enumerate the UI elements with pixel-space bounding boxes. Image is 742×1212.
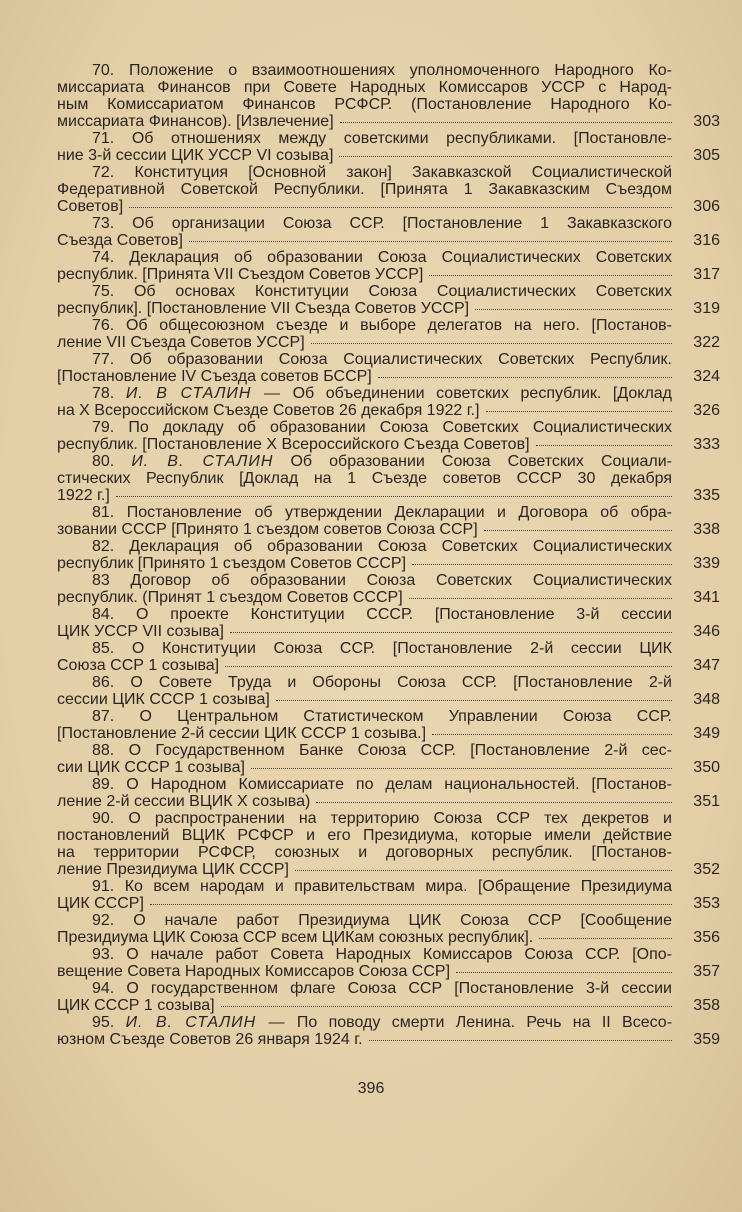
toc-entry (57, 708, 720, 742)
entry-line (57, 827, 672, 844)
entry-text: вещение Совета Народных Комиссаров Союза ССР] (57, 963, 451, 980)
entry-text-wrap (57, 487, 110, 504)
entry-page-number: 322 (693, 334, 720, 351)
entry-text-wrap (57, 266, 423, 283)
entry-text-wrap (57, 334, 305, 351)
entry-author: И. В СТАЛИН — (125, 385, 281, 402)
entry-last-line (57, 266, 720, 283)
table-of-contents (57, 62, 720, 1048)
entry-line (57, 470, 672, 487)
entry-text: на X Всероссийском Съезде Советов 26 декабря 1922 г.] (57, 402, 480, 419)
dot-leader (369, 1040, 672, 1041)
entry-text: ЦИК УССР VII созыва] (57, 623, 224, 640)
entry-last-line (57, 759, 720, 776)
entry-page-number: 303 (693, 113, 720, 130)
entry-text: ление 2-й сессии ВЦИК X созыва) (57, 793, 311, 810)
entry-text-wrap (57, 232, 183, 249)
toc-entry (57, 283, 720, 317)
entry-last-line (57, 334, 720, 351)
entry-text: Союза ССР 1 созыва] (57, 657, 220, 674)
entry-text: Об общесоюзном съезде и выборе делегатов на него. [Постанов- (125, 317, 673, 334)
entry-line (57, 453, 672, 470)
toc-entry (57, 674, 720, 708)
entry-last-line (57, 521, 720, 538)
dot-leader (116, 496, 672, 497)
entry-number: 74. (92, 249, 115, 266)
toc-entry (57, 164, 720, 215)
dot-leader (412, 564, 672, 565)
entry-text-wrap (57, 895, 144, 912)
entry-page-number: 306 (693, 198, 720, 215)
entry-text: О начале работ Президиума ЦИК Союза ССР [Сообщение (133, 912, 672, 929)
entry-last-line (57, 232, 720, 249)
entry-text: на территории РСФСР, союзных и договорных республик. [Постанов- (57, 844, 672, 861)
entry-line (57, 980, 672, 997)
entry-text: О проекте Конституции СССР. [Постановление 3-й сессии (136, 606, 672, 623)
entry-line (57, 215, 672, 232)
entry-number: 81. (92, 504, 115, 521)
entry-text: Положение о взаимоотношениях уполномоченного Народного Ко- (128, 62, 672, 79)
entry-text: Президиума ЦИК Союза ССР всем ЦИКам союзных республик]. (57, 929, 534, 946)
entry-text-wrap (57, 963, 450, 980)
dot-leader (340, 122, 672, 123)
dot-leader (339, 156, 672, 157)
entry-text: Декларация об образовании Союза Советских Социалистических (129, 538, 672, 555)
toc-entry (57, 1014, 720, 1048)
dot-leader (486, 411, 673, 412)
entry-number: 72. (92, 164, 115, 181)
entry-number: 92. (92, 912, 115, 929)
entry-text: По докладу об образовании Союза Советских Социалистических (128, 419, 673, 436)
entry-line (57, 878, 672, 895)
page-number: 396 (357, 1080, 385, 1097)
dot-leader (456, 972, 672, 973)
entry-number: 88. (92, 742, 115, 759)
entry-text: [Постановление IV Съезда советов БССР] (57, 368, 372, 385)
entry-text: О распространении на территорию Союза ССР тех декретов и (128, 810, 672, 827)
entry-last-line (57, 657, 720, 674)
dot-leader (276, 700, 672, 701)
entry-text-wrap (57, 198, 123, 215)
dot-leader (221, 1006, 672, 1007)
entry-text-wrap (57, 436, 530, 453)
entry-text: зовании СССР [Принято 1 съездом советов Союза ССР] (57, 521, 478, 538)
entry-last-line (57, 725, 720, 742)
entry-line (57, 164, 672, 181)
entry-last-line (57, 555, 720, 572)
entry-text: О Государственном Банке Союза ССР. [Постановление 2-й сес- (128, 742, 672, 759)
entry-number: 84. (92, 606, 115, 623)
entry-line (57, 572, 672, 589)
entry-number: 82. (92, 538, 115, 555)
entry-page-number: 357 (693, 963, 720, 980)
entry-line (57, 181, 672, 198)
entry-line (57, 249, 672, 266)
entry-last-line (57, 861, 720, 878)
entry-text: ление VII Съезда Советов УССР] (57, 334, 305, 351)
entry-text-wrap (57, 861, 289, 878)
toc-entry (57, 130, 720, 164)
entry-last-line (57, 1031, 720, 1048)
entry-line (57, 606, 672, 623)
entry-text: Об отношениях между советскими республиками. [Постановле- (131, 130, 672, 147)
entry-last-line (57, 623, 720, 640)
entry-page-number: 335 (693, 487, 720, 504)
entry-number: 94. (92, 980, 115, 997)
entry-number: 87. (92, 708, 115, 725)
entry-last-line (57, 929, 720, 946)
toc-entry (57, 504, 720, 538)
entry-page-number: 356 (693, 929, 720, 946)
entry-number: 78. (92, 385, 115, 402)
entry-page-number: 347 (693, 657, 720, 674)
entry-line (57, 674, 672, 691)
toc-entry (57, 249, 720, 283)
dot-leader (129, 207, 672, 208)
entry-text: Об основах Конституции Союза Социалистических Советских (133, 283, 672, 300)
entry-page-number: 326 (693, 402, 720, 419)
entry-line (57, 385, 672, 402)
entry-page-number: 359 (693, 1031, 720, 1048)
dot-leader (316, 802, 672, 803)
dot-leader (409, 598, 672, 599)
entry-last-line (57, 691, 720, 708)
entry-text: Съезда Советов] (57, 232, 183, 249)
entry-line (57, 538, 672, 555)
entry-last-line (57, 793, 720, 810)
entry-number: 73. (92, 215, 115, 232)
toc-entry (57, 606, 720, 640)
entry-text-wrap (57, 691, 270, 708)
entry-line (57, 708, 672, 725)
entry-text: ЦИК СССР 1 созыва] (57, 997, 215, 1014)
entry-text-wrap (57, 1031, 363, 1048)
entry-text: [Постановление 2-й сессии ЦИК СССР 1 созыва.] (57, 725, 427, 742)
entry-number: 95. (92, 1014, 115, 1031)
entry-number: 71. (92, 130, 115, 147)
entry-line (57, 776, 672, 793)
dot-leader (484, 530, 672, 531)
entry-page-number: 346 (693, 623, 720, 640)
entry-line (57, 640, 672, 657)
dot-leader (432, 734, 672, 735)
entry-text: ление Президиума ЦИК СССР] (57, 861, 289, 878)
entry-text: О Совете Труда и Обороны Союза ССР. [Постановление 2-й (130, 674, 672, 691)
entry-number: 91. (92, 878, 115, 895)
entry-page-number: 316 (693, 232, 720, 249)
entry-text: республик. [Принята VII Съездом Советов УССР] (57, 266, 424, 283)
entry-last-line (57, 436, 720, 453)
entry-text: ЦИК СССР] (57, 895, 144, 912)
entry-page-number: 305 (693, 147, 720, 164)
entry-last-line (57, 963, 720, 980)
entry-page-number: 358 (693, 997, 720, 1014)
entry-number: 77. (92, 351, 115, 368)
entry-last-line (57, 402, 720, 419)
entry-text-wrap (57, 402, 480, 419)
entry-text-wrap (57, 555, 406, 572)
entry-page-number: 339 (693, 555, 720, 572)
toc-entry (57, 351, 720, 385)
entry-text-wrap (57, 997, 215, 1014)
entry-text: постановлений ВЦИК РСФСР и его Президиума, которые имели действие (57, 827, 672, 844)
entry-text-wrap (57, 623, 224, 640)
entry-line (57, 742, 672, 759)
entry-page-number: 317 (693, 266, 720, 283)
toc-entry (57, 810, 720, 878)
entry-text: юзном Съезде Советов 26 января 1924 г. (57, 1031, 363, 1048)
entry-line (57, 419, 672, 436)
entry-text: стических Республик [Доклад на 1 Съезде советов СССР 30 декабря (57, 470, 672, 487)
dot-leader (189, 241, 672, 242)
entry-text-wrap (57, 113, 334, 130)
dot-leader (378, 377, 672, 378)
entry-number: 79. (92, 419, 115, 436)
dot-leader (150, 904, 672, 905)
entry-text: Об объединении советских республик. [Доклад (292, 385, 673, 402)
entry-line (57, 283, 672, 300)
entry-last-line (57, 198, 720, 215)
entry-line (57, 62, 672, 79)
entry-text-wrap (57, 929, 533, 946)
entry-last-line (57, 997, 720, 1014)
entry-text: Постановление об утверждении Декларации и Договора об обра- (126, 504, 672, 521)
entry-text: ным Комиссариатом Финансов РСФСР. (Постановление Народного Ко- (57, 96, 672, 113)
entry-text: По поводу смерти Ленина. Речь на II Всесо- (296, 1014, 673, 1031)
entry-text: республик]. [Постановление VII Съезда Советов УССР] (57, 300, 470, 317)
entry-page-number: 348 (693, 691, 720, 708)
entry-text: Советов] (57, 198, 124, 215)
entry-text-wrap (57, 759, 245, 776)
entry-text-wrap (57, 793, 310, 810)
entry-text: Об образовании Союза Советских Социали- (290, 453, 672, 470)
entry-page-number: 351 (693, 793, 720, 810)
entry-text: Декларация об образовании Союза Социалистических Советских (129, 249, 672, 266)
entry-text: Об образовании Союза Социалистических Советских Республик. (130, 351, 673, 368)
entry-line (57, 351, 672, 368)
dot-leader (539, 938, 672, 939)
toc-entry (57, 980, 720, 1014)
entry-line (57, 79, 672, 96)
toc-entry (57, 385, 720, 419)
toc-entry (57, 215, 720, 249)
toc-entry (57, 912, 720, 946)
entry-text: республик [Принято 1 съездом Советов СССР] (57, 555, 407, 572)
dot-leader (536, 445, 672, 446)
toc-entry (57, 317, 720, 351)
entry-last-line (57, 895, 720, 912)
entry-last-line (57, 147, 720, 164)
entry-text: Федеративной Советской Республики. [Принята 1 Закавказским Съездом (57, 181, 672, 198)
entry-page-number: 353 (693, 895, 720, 912)
entry-number: 76. (92, 317, 115, 334)
entry-line (57, 810, 672, 827)
entry-number: 85. (92, 640, 115, 657)
entry-line (57, 844, 672, 861)
entry-last-line (57, 300, 720, 317)
entry-text-wrap (57, 725, 426, 742)
entry-text: республик. (Принят 1 съездом Советов СССР] (57, 589, 403, 606)
entry-text: О Центральном Статистическом Управлении Союза ССР. (139, 708, 672, 725)
entry-page-number: 333 (693, 436, 720, 453)
entry-last-line (57, 589, 720, 606)
entry-text: республик. [Постановление X Всероссийского Съезда Советов] (57, 436, 530, 453)
entry-last-line (57, 113, 720, 130)
entry-page-number: 350 (693, 759, 720, 776)
entry-text: сии ЦИК СССР 1 созыва] (57, 759, 245, 776)
entry-number: 75. (92, 283, 115, 300)
entry-line (57, 912, 672, 929)
entry-page-number: 349 (693, 725, 720, 742)
entry-text: Ко всем народам и правительствам мира. [Обращение Президиума (124, 878, 672, 895)
entry-text: ние 3-й сессии ЦИК УССР VI созыва] (57, 147, 334, 164)
entry-text: Об организации Союза ССР. [Постановление 1 Закавказского (132, 215, 672, 232)
entry-line (57, 130, 672, 147)
entry-number: 86. (92, 674, 115, 691)
entry-text: О государственном флаге Союза ССР [Постановление 3-й сессии (126, 980, 672, 997)
toc-entry (57, 572, 720, 606)
toc-entry (57, 946, 720, 980)
entry-page-number: 324 (693, 368, 720, 385)
entry-author: И. В. СТАЛИН — (125, 1014, 286, 1031)
entry-last-line (57, 368, 720, 385)
entry-page-number: 338 (693, 521, 720, 538)
entry-text-wrap (57, 300, 469, 317)
entry-text-wrap (57, 521, 478, 538)
entry-page-number: 319 (693, 300, 720, 317)
entry-text: Конституция [Основной закон] Закавказской Социалистической (134, 164, 673, 181)
entry-number: 93. (92, 946, 115, 963)
entry-text: Договор об образовании Союза Советских Социалистических (130, 572, 672, 589)
entry-text-wrap (57, 368, 372, 385)
entry-line (57, 946, 672, 963)
entry-text: сессии ЦИК СССР 1 созыва] (57, 691, 270, 708)
entry-text: миссариата Финансов). [Извлечение] (57, 113, 334, 130)
dot-leader (230, 632, 672, 633)
entry-text-wrap (57, 657, 219, 674)
entry-line (57, 504, 672, 521)
entry-number: 83 (92, 572, 110, 589)
entry-text-wrap (57, 589, 403, 606)
entry-page-number: 341 (693, 589, 720, 606)
entry-page-number: 352 (693, 861, 720, 878)
toc-entry (57, 742, 720, 776)
toc-entry (57, 538, 720, 572)
entry-line (57, 317, 672, 334)
toc-entry (57, 878, 720, 912)
entry-text: 1922 г.] (57, 487, 110, 504)
entry-text-wrap (57, 147, 333, 164)
dot-leader (429, 275, 672, 276)
dot-leader (225, 666, 672, 667)
entry-number: 90. (92, 810, 115, 827)
entry-text: О Конституции Союза ССР. [Постановление 2-й сессии ЦИК (131, 640, 673, 657)
toc-entry (57, 62, 720, 130)
entry-number: 80. (92, 453, 115, 470)
toc-entry (57, 453, 720, 504)
entry-author: И. В. СТАЛИН (131, 453, 274, 470)
toc-entry (57, 419, 720, 453)
entry-text: О начале работ Совета Народных Комиссаров Союза ССР. [Опо- (126, 946, 672, 963)
dot-leader (475, 309, 672, 310)
entry-text: О Народном Комиссариате по делам национальностей. [Постанов- (126, 776, 673, 793)
entry-line (57, 96, 672, 113)
entry-number: 89. (92, 776, 115, 793)
dot-leader (295, 870, 672, 871)
entry-number: 70. (92, 62, 115, 79)
toc-entry (57, 640, 720, 674)
entry-last-line (57, 487, 720, 504)
entry-line (57, 1014, 672, 1031)
toc-entry (57, 776, 720, 810)
dot-leader (251, 768, 672, 769)
entry-text: миссариата Финансов при Совете Народных Комиссаров УССР с Народ- (57, 79, 672, 96)
dot-leader (311, 343, 672, 344)
